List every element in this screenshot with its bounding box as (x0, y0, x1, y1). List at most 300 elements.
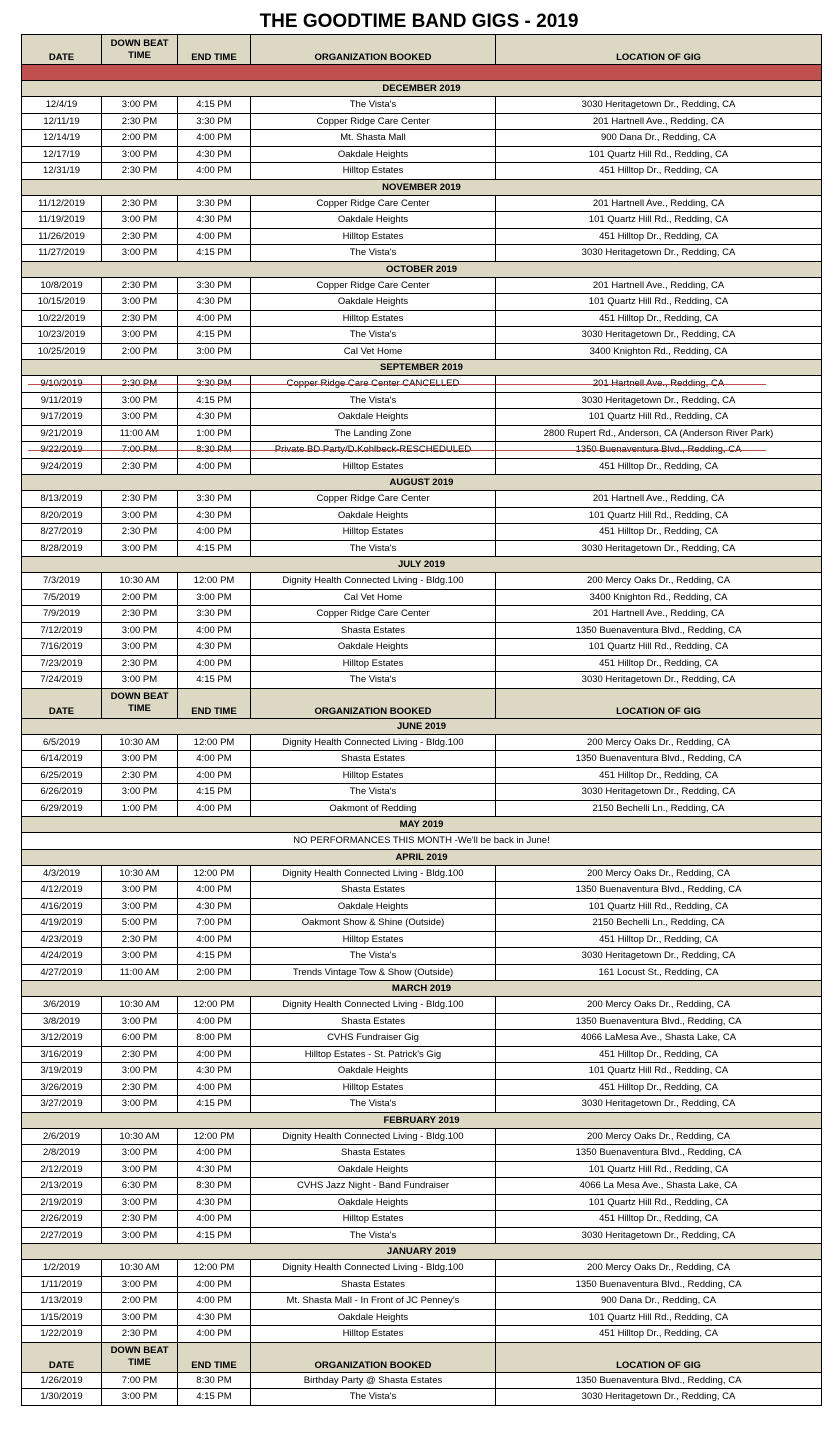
gig-row (22, 458, 822, 475)
gig-end-time: 2:00 PM (178, 964, 251, 981)
note-row (22, 833, 822, 850)
month-note: NO PERFORMANCES THIS MONTH -We'll be back in June! (22, 833, 822, 850)
gig-end-time: 4:00 PM (178, 163, 251, 180)
gig-organization: Oakdale Heights (251, 1063, 496, 1080)
month-label: MARCH 2019 (22, 981, 822, 997)
month-label: APRIL 2019 (22, 849, 822, 865)
month-header-row (22, 475, 822, 491)
gig-row (22, 1309, 822, 1326)
gig-location: 101 Quartz Hill Rd., Redding, CA (496, 146, 822, 163)
month-header-row (22, 81, 822, 97)
gig-location: 451 Hilltop Dr., Redding, CA (496, 1079, 822, 1096)
gig-row (22, 245, 822, 262)
gig-row (22, 1260, 822, 1277)
gig-row (22, 409, 822, 426)
gig-location: 3400 Knighton Rd., Redding, CA (496, 589, 822, 606)
gig-location: 1350 Buenaventura Blvd., Redding, CA (496, 622, 822, 639)
gig-organization: Oakdale Heights (251, 1194, 496, 1211)
gig-schedule-table (21, 34, 822, 1406)
column-header-row (22, 688, 822, 718)
gig-date: 6/14/2019 (22, 751, 102, 768)
gig-end-time: 12:00 PM (178, 1128, 251, 1145)
gig-organization: The Vista's (251, 1227, 496, 1244)
gig-end-time: 8:30 PM (178, 442, 251, 459)
gig-location: 3030 Heritagetown Dr., Redding, CA (496, 1096, 822, 1113)
gig-down-beat-time: 3:00 PM (102, 392, 178, 409)
gig-organization: Oakdale Heights (251, 212, 496, 229)
gig-end-time: 4:00 PM (178, 767, 251, 784)
gig-location: 451 Hilltop Dr., Redding, CA (496, 163, 822, 180)
gig-down-beat-time: 2:00 PM (102, 343, 178, 360)
gig-row (22, 751, 822, 768)
gig-location: 1350 Buenaventura Blvd., Redding, CA (496, 751, 822, 768)
gig-down-beat-time: 2:30 PM (102, 277, 178, 294)
gig-end-time: 4:00 PM (178, 1326, 251, 1343)
gig-organization: The Vista's (251, 392, 496, 409)
gig-organization: Oakdale Heights (251, 1161, 496, 1178)
gig-down-beat-time: 3:00 PM (102, 672, 178, 689)
gig-row (22, 882, 822, 899)
gig-organization: Hilltop Estates (251, 228, 496, 245)
gig-row (22, 672, 822, 689)
gig-location: 201 Hartnell Ave., Redding, CA (496, 606, 822, 623)
gig-date: 6/29/2019 (22, 800, 102, 817)
gig-down-beat-time: 7:00 PM (102, 442, 178, 459)
gig-organization: Dignity Health Connected Living - Bldg.100 (251, 865, 496, 882)
gig-end-time: 4:15 PM (178, 97, 251, 114)
gig-date: 3/12/2019 (22, 1030, 102, 1047)
gig-organization: The Vista's (251, 1389, 496, 1406)
gig-organization: Hilltop Estates (251, 163, 496, 180)
gig-row (22, 1372, 822, 1389)
gig-date: 3/26/2019 (22, 1079, 102, 1096)
month-header-row (22, 849, 822, 865)
gig-row (22, 524, 822, 541)
gig-end-time: 4:30 PM (178, 1309, 251, 1326)
gig-location: 200 Mercy Oaks Dr., Redding, CA (496, 734, 822, 751)
gig-row (22, 800, 822, 817)
gig-end-time: 8:00 PM (178, 1030, 251, 1047)
gig-date: 12/4/19 (22, 97, 102, 114)
gig-organization: Oakdale Heights (251, 146, 496, 163)
gig-end-time: 4:00 PM (178, 800, 251, 817)
gig-organization: Copper Ridge Care Center (251, 606, 496, 623)
month-label: DECEMBER 2019 (22, 81, 822, 97)
gig-location: 451 Hilltop Dr., Redding, CA (496, 767, 822, 784)
gig-organization: Hilltop Estates (251, 310, 496, 327)
month-header-row (22, 817, 822, 833)
gig-organization: Cal Vet Home (251, 343, 496, 360)
gig-end-time: 12:00 PM (178, 573, 251, 590)
schedule-body (22, 35, 822, 1406)
gig-down-beat-time: 3:00 PM (102, 245, 178, 262)
gig-end-time: 4:15 PM (178, 784, 251, 801)
gig-date: 9/17/2019 (22, 409, 102, 426)
gig-location: 161 Locust St., Redding, CA (496, 964, 822, 981)
gig-end-time: 4:30 PM (178, 639, 251, 656)
gig-location: 3030 Heritagetown Dr., Redding, CA (496, 948, 822, 965)
gig-down-beat-time: 1:00 PM (102, 800, 178, 817)
gig-date: 1/2/2019 (22, 1260, 102, 1277)
gig-down-beat-time: 3:00 PM (102, 1063, 178, 1080)
gig-organization: Copper Ridge Care Center (251, 277, 496, 294)
gig-end-time: 4:00 PM (178, 130, 251, 147)
gig-down-beat-time: 2:30 PM (102, 1079, 178, 1096)
gig-end-time: 4:00 PM (178, 310, 251, 327)
gig-location: 101 Quartz Hill Rd., Redding, CA (496, 1194, 822, 1211)
gig-row (22, 228, 822, 245)
gig-organization: Shasta Estates (251, 1013, 496, 1030)
gig-end-time: 4:30 PM (178, 1063, 251, 1080)
gig-date: 8/27/2019 (22, 524, 102, 541)
gig-date: 2/8/2019 (22, 1145, 102, 1162)
gig-date: 2/27/2019 (22, 1227, 102, 1244)
gig-down-beat-time: 2:30 PM (102, 376, 178, 393)
gig-location: 3030 Heritagetown Dr., Redding, CA (496, 1389, 822, 1406)
gig-organization: Dignity Health Connected Living - Bldg.100 (251, 1260, 496, 1277)
gig-row (22, 163, 822, 180)
gig-end-time: 8:30 PM (178, 1178, 251, 1195)
gig-end-time: 4:00 PM (178, 1013, 251, 1030)
gig-end-time: 12:00 PM (178, 997, 251, 1014)
gig-organization: The Vista's (251, 948, 496, 965)
gig-down-beat-time: 2:30 PM (102, 1211, 178, 1228)
gig-row (22, 964, 822, 981)
header-end-time: END TIME (178, 1342, 251, 1372)
gig-down-beat-time: 3:00 PM (102, 540, 178, 557)
gig-organization: Shasta Estates (251, 882, 496, 899)
gig-down-beat-time: 3:00 PM (102, 294, 178, 311)
gig-down-beat-time: 2:00 PM (102, 1293, 178, 1310)
gig-end-time: 4:00 PM (178, 622, 251, 639)
gig-down-beat-time: 2:30 PM (102, 195, 178, 212)
gig-down-beat-time: 2:30 PM (102, 310, 178, 327)
month-header-row (22, 1244, 822, 1260)
gig-end-time: 4:00 PM (178, 1211, 251, 1228)
gig-end-time: 4:15 PM (178, 1227, 251, 1244)
gig-organization: Hilltop Estates (251, 1079, 496, 1096)
gig-location: 101 Quartz Hill Rd., Redding, CA (496, 1161, 822, 1178)
month-label: FEBRUARY 2019 (22, 1112, 822, 1128)
gig-location: 201 Hartnell Ave., Redding, CA (496, 491, 822, 508)
gig-down-beat-time: 3:00 PM (102, 898, 178, 915)
gig-down-beat-time: 3:00 PM (102, 146, 178, 163)
gig-row (22, 1227, 822, 1244)
header-down-beat-time: DOWN BEAT TIME (102, 688, 178, 718)
gig-organization: Copper Ridge Care Center (251, 491, 496, 508)
month-label: OCTOBER 2019 (22, 261, 822, 277)
gig-row (22, 606, 822, 623)
gig-row (22, 865, 822, 882)
gig-end-time: 4:30 PM (178, 1194, 251, 1211)
gig-date: 7/23/2019 (22, 655, 102, 672)
gig-end-time: 4:15 PM (178, 245, 251, 262)
gig-row (22, 589, 822, 606)
gig-down-beat-time: 2:00 PM (102, 130, 178, 147)
gig-end-time: 4:15 PM (178, 392, 251, 409)
gig-down-beat-time: 3:00 PM (102, 212, 178, 229)
gig-row (22, 327, 822, 344)
gig-organization: Copper Ridge Care Center (251, 195, 496, 212)
month-header-row (22, 179, 822, 195)
gig-down-beat-time: 2:30 PM (102, 1046, 178, 1063)
gig-location: 101 Quartz Hill Rd., Redding, CA (496, 294, 822, 311)
gig-row (22, 1178, 822, 1195)
gig-date: 6/25/2019 (22, 767, 102, 784)
header-end-time: END TIME (178, 35, 251, 65)
gig-organization: Hilltop Estates (251, 931, 496, 948)
gig-down-beat-time: 2:30 PM (102, 655, 178, 672)
gig-location: 1350 Buenaventura Blvd., Redding, CA (496, 1145, 822, 1162)
gig-location: 900 Dana Dr., Redding, CA (496, 130, 822, 147)
gig-location: 1350 Buenaventura Blvd., Redding, CA (496, 1013, 822, 1030)
gig-end-time: 12:00 PM (178, 734, 251, 751)
gig-date: 2/26/2019 (22, 1211, 102, 1228)
gig-down-beat-time: 2:30 PM (102, 606, 178, 623)
gig-location: 4066 LaMesa Ave., Shasta Lake, CA (496, 1030, 822, 1047)
gig-date: 1/22/2019 (22, 1326, 102, 1343)
gig-down-beat-time: 3:00 PM (102, 1276, 178, 1293)
gig-organization: Shasta Estates (251, 622, 496, 639)
gig-location: 451 Hilltop Dr., Redding, CA (496, 1046, 822, 1063)
gig-location: 101 Quartz Hill Rd., Redding, CA (496, 507, 822, 524)
gig-row (22, 1389, 822, 1406)
gig-date: 10/25/2019 (22, 343, 102, 360)
gig-location: 200 Mercy Oaks Dr., Redding, CA (496, 997, 822, 1014)
gig-organization: Hilltop Estates (251, 1211, 496, 1228)
gig-date: 1/26/2019 (22, 1372, 102, 1389)
month-header-row (22, 718, 822, 734)
gig-date: 11/19/2019 (22, 212, 102, 229)
gig-end-time: 4:15 PM (178, 1096, 251, 1113)
header-location-of-gig: LOCATION OF GIG (496, 1342, 822, 1372)
header-date: DATE (22, 35, 102, 65)
header-down-beat-time: DOWN BEAT TIME (102, 35, 178, 65)
gig-date: 12/31/19 (22, 163, 102, 180)
column-header-row (22, 35, 822, 65)
gig-row (22, 146, 822, 163)
gig-end-time: 4:00 PM (178, 655, 251, 672)
gig-date: 3/6/2019 (22, 997, 102, 1014)
gig-down-beat-time: 10:30 AM (102, 573, 178, 590)
gig-location: 900 Dana Dr., Redding, CA (496, 1293, 822, 1310)
gig-row (22, 540, 822, 557)
gig-end-time: 4:30 PM (178, 507, 251, 524)
gig-down-beat-time: 2:30 PM (102, 228, 178, 245)
gig-row (22, 294, 822, 311)
gig-location: 1350 Buenaventura Blvd., Redding, CA (496, 442, 822, 459)
gig-organization: Dignity Health Connected Living - Bldg.100 (251, 997, 496, 1014)
gig-organization: The Vista's (251, 327, 496, 344)
gig-location: 451 Hilltop Dr., Redding, CA (496, 458, 822, 475)
gig-down-beat-time: 3:00 PM (102, 327, 178, 344)
gig-date: 7/5/2019 (22, 589, 102, 606)
gig-date: 2/19/2019 (22, 1194, 102, 1211)
gig-row (22, 1063, 822, 1080)
gig-end-time: 3:00 PM (178, 589, 251, 606)
gig-date: 7/9/2019 (22, 606, 102, 623)
gig-down-beat-time: 2:30 PM (102, 931, 178, 948)
gig-end-time: 4:30 PM (178, 146, 251, 163)
gig-row (22, 915, 822, 932)
gig-location: 1350 Buenaventura Blvd., Redding, CA (496, 1372, 822, 1389)
gig-down-beat-time: 3:00 PM (102, 639, 178, 656)
gig-organization: Shasta Estates (251, 1276, 496, 1293)
gig-date: 10/15/2019 (22, 294, 102, 311)
gig-end-time: 4:30 PM (178, 294, 251, 311)
gig-row (22, 767, 822, 784)
month-label: JULY 2019 (22, 557, 822, 573)
gig-down-beat-time: 3:00 PM (102, 784, 178, 801)
gig-location: 101 Quartz Hill Rd., Redding, CA (496, 898, 822, 915)
gig-end-time: 4:15 PM (178, 540, 251, 557)
gig-location: 2800 Rupert Rd., Anderson, CA (Anderson River Park) (496, 425, 822, 442)
gig-down-beat-time: 3:00 PM (102, 409, 178, 426)
gig-down-beat-time: 2:30 PM (102, 524, 178, 541)
gig-organization: Dignity Health Connected Living - Bldg.100 (251, 1128, 496, 1145)
gig-date: 9/21/2019 (22, 425, 102, 442)
gig-date: 9/11/2019 (22, 392, 102, 409)
gig-organization: The Vista's (251, 245, 496, 262)
gig-down-beat-time: 3:00 PM (102, 1096, 178, 1113)
gig-down-beat-time: 10:30 AM (102, 1260, 178, 1277)
gig-end-time: 3:30 PM (178, 195, 251, 212)
gig-down-beat-time: 3:00 PM (102, 882, 178, 899)
gig-organization: The Vista's (251, 1096, 496, 1113)
gig-location: 1350 Buenaventura Blvd., Redding, CA (496, 1276, 822, 1293)
gig-location: 201 Hartnell Ave., Redding, CA (496, 376, 822, 393)
gig-organization: Oakdale Heights (251, 409, 496, 426)
gig-date: 10/8/2019 (22, 277, 102, 294)
gig-organization: Hilltop Estates (251, 655, 496, 672)
gig-organization: Hilltop Estates (251, 524, 496, 541)
gig-down-beat-time: 11:00 AM (102, 964, 178, 981)
gig-row (22, 1276, 822, 1293)
gig-date: 7/16/2019 (22, 639, 102, 656)
gig-down-beat-time: 3:00 PM (102, 507, 178, 524)
gig-row (22, 310, 822, 327)
gig-end-time: 4:00 PM (178, 1145, 251, 1162)
gig-end-time: 4:00 PM (178, 1293, 251, 1310)
gig-row (22, 898, 822, 915)
gig-row (22, 948, 822, 965)
gig-date: 4/12/2019 (22, 882, 102, 899)
gig-organization: Copper Ridge Care Center CANCELLED (251, 376, 496, 393)
gig-date: 4/23/2019 (22, 931, 102, 948)
gig-organization: Oakdale Heights (251, 507, 496, 524)
gig-location: 201 Hartnell Ave., Redding, CA (496, 195, 822, 212)
gig-down-beat-time: 10:30 AM (102, 865, 178, 882)
gig-organization: Hilltop Estates (251, 458, 496, 475)
gig-row (22, 1211, 822, 1228)
gig-location: 3030 Heritagetown Dr., Redding, CA (496, 540, 822, 557)
gig-organization: Trends Vintage Tow & Show (Outside) (251, 964, 496, 981)
gig-date: 11/12/2019 (22, 195, 102, 212)
gig-location: 3030 Heritagetown Dr., Redding, CA (496, 97, 822, 114)
gig-row (22, 507, 822, 524)
gig-row (22, 392, 822, 409)
gig-row (22, 573, 822, 590)
gig-row (22, 1030, 822, 1047)
column-header-row (22, 1342, 822, 1372)
gig-date: 10/22/2019 (22, 310, 102, 327)
gig-down-beat-time: 3:00 PM (102, 1309, 178, 1326)
gig-date: 11/27/2019 (22, 245, 102, 262)
gig-down-beat-time: 2:30 PM (102, 458, 178, 475)
gig-row (22, 734, 822, 751)
gig-row (22, 622, 822, 639)
month-label: NOVEMBER 2019 (22, 179, 822, 195)
gig-down-beat-time: 3:00 PM (102, 948, 178, 965)
header-organization-booked: ORGANIZATION BOOKED (251, 688, 496, 718)
gig-end-time: 4:15 PM (178, 1389, 251, 1406)
gig-location: 451 Hilltop Dr., Redding, CA (496, 310, 822, 327)
gig-date: 7/3/2019 (22, 573, 102, 590)
gig-down-beat-time: 10:30 AM (102, 1128, 178, 1145)
gig-down-beat-time: 3:00 PM (102, 1227, 178, 1244)
gig-organization: Copper Ridge Care Center (251, 113, 496, 130)
gig-row (22, 1096, 822, 1113)
gig-location: 451 Hilltop Dr., Redding, CA (496, 524, 822, 541)
gig-date: 1/11/2019 (22, 1276, 102, 1293)
gig-end-time: 4:30 PM (178, 212, 251, 229)
gig-end-time: 4:15 PM (178, 672, 251, 689)
gig-date: 3/8/2019 (22, 1013, 102, 1030)
month-label: JANUARY 2019 (22, 1244, 822, 1260)
gig-down-beat-time: 2:30 PM (102, 113, 178, 130)
gig-row (22, 491, 822, 508)
gig-organization: Mt. Shasta Mall - In Front of JC Penney's (251, 1293, 496, 1310)
gig-organization: Private BD Party/D.Kohlbeck-RESCHEDULED (251, 442, 496, 459)
gig-location: 200 Mercy Oaks Dr., Redding, CA (496, 573, 822, 590)
gig-down-beat-time: 7:00 PM (102, 1372, 178, 1389)
gig-location: 4066 La Mesa Ave., Shasta Lake, CA (496, 1178, 822, 1195)
header-organization-booked: ORGANIZATION BOOKED (251, 1342, 496, 1372)
gig-end-time: 3:30 PM (178, 113, 251, 130)
red-divider-cell (22, 65, 822, 81)
gig-row (22, 639, 822, 656)
gig-location: 3030 Heritagetown Dr., Redding, CA (496, 1227, 822, 1244)
gig-row (22, 931, 822, 948)
header-end-time: END TIME (178, 688, 251, 718)
gig-end-time: 1:00 PM (178, 425, 251, 442)
gig-date: 1/15/2019 (22, 1309, 102, 1326)
gig-end-time: 3:30 PM (178, 277, 251, 294)
gig-down-beat-time: 10:30 AM (102, 734, 178, 751)
gig-location: 200 Mercy Oaks Dr., Redding, CA (496, 1260, 822, 1277)
gig-location: 2150 Bechelli Ln., Redding, CA (496, 915, 822, 932)
gig-organization: Dignity Health Connected Living - Bldg.100 (251, 573, 496, 590)
gig-organization: The Vista's (251, 784, 496, 801)
gig-row (22, 1013, 822, 1030)
gig-date: 4/19/2019 (22, 915, 102, 932)
gig-row (22, 1128, 822, 1145)
gig-down-beat-time: 2:30 PM (102, 1326, 178, 1343)
gig-date: 7/24/2019 (22, 672, 102, 689)
gig-organization: Oakmont Show & Shine (Outside) (251, 915, 496, 932)
gig-end-time: 4:00 PM (178, 1276, 251, 1293)
gig-row (22, 997, 822, 1014)
gig-organization: Oakdale Heights (251, 639, 496, 656)
gig-date: 10/23/2019 (22, 327, 102, 344)
gig-date: 9/10/2019 (22, 376, 102, 393)
gig-down-beat-time: 6:30 PM (102, 1178, 178, 1195)
gig-row (22, 655, 822, 672)
gig-date: 12/17/19 (22, 146, 102, 163)
gig-organization: The Vista's (251, 540, 496, 557)
month-header-row (22, 557, 822, 573)
gig-organization: Mt. Shasta Mall (251, 130, 496, 147)
